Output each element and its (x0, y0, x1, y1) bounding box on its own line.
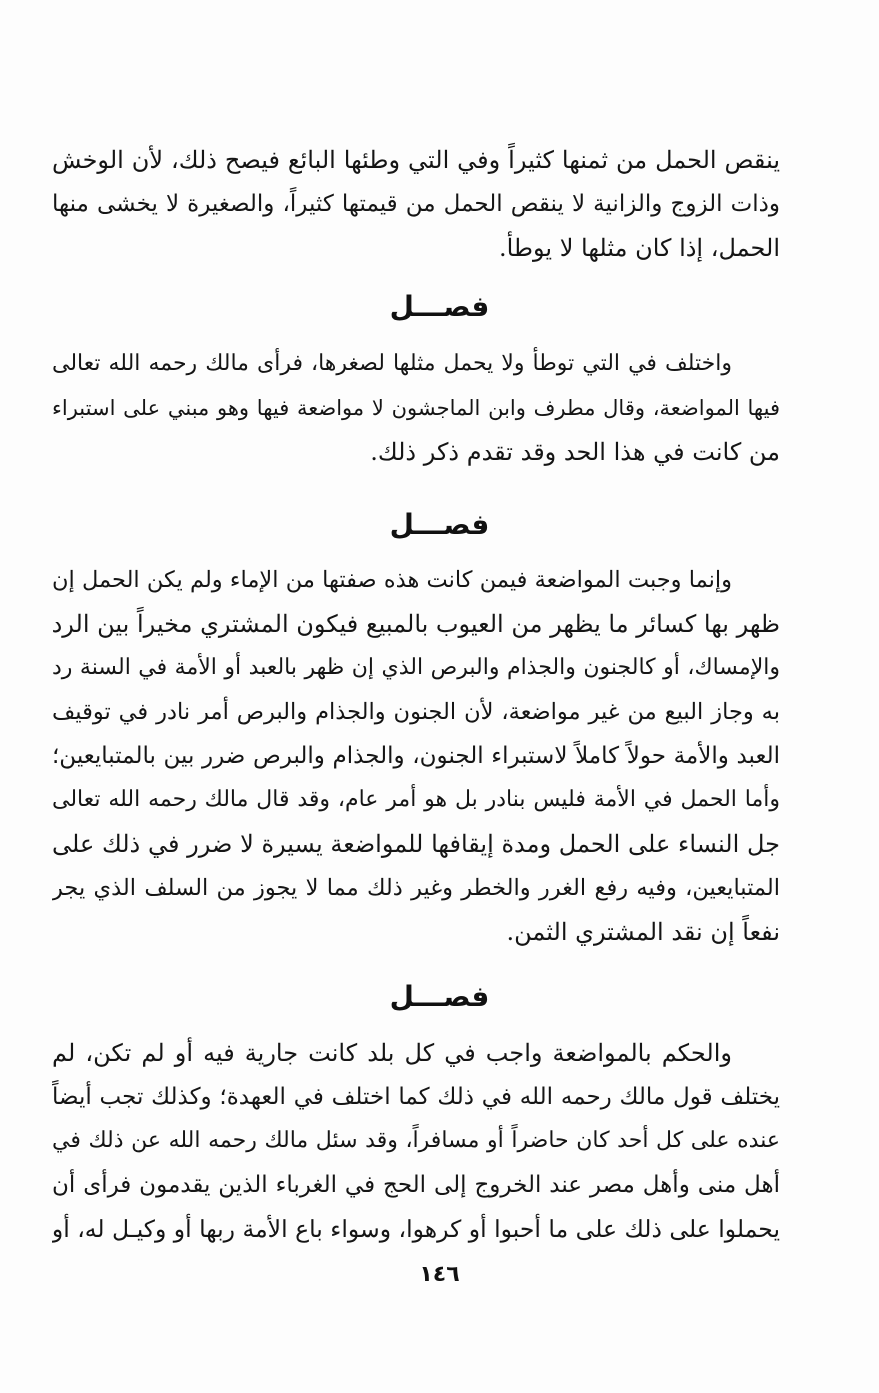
text-line: وأما الحمل في الأمة فليس بنادر بل هو أمر عام، وقد قال مالك رحمه الله تعالى (52, 787, 780, 812)
text-line: العبد والأمة حولاً كاملاً لاستبراء الجنون، والجذام والبرص ضرر بين بالمتبايعين؛ (52, 743, 780, 769)
text-line: واختلف في التي توطأ ولا يحمل مثلها لصغرها، فرأى مالك رحمه الله تعالى (52, 351, 732, 376)
text-line: ظهر بها كسائر ما يظهر من العيوب بالمبيع فيكون المشتري مخيراً بين الرد (52, 610, 780, 638)
text-line: نفعاً إن نقد المشتري الثمن. (506, 918, 780, 946)
text-line: من كانت في هذا الحد وقد تقدم ذكر ذلك. (370, 438, 780, 466)
text-line: الحمل، إذا كان مثلها لا يوطأ. (498, 234, 780, 262)
paragraph (52, 558, 780, 954)
paragraph (52, 1031, 780, 1251)
text-line: وإنما وجبت المواضعة فيمن كانت هذه صفتها من الإماء ولم يكن الحمل إن (52, 567, 732, 593)
text-line: والإمساك، أو كالجنون والجذام والبرص الذي إن ظهر بالعبد أو الأمة في السنة رد (52, 655, 780, 680)
text-line: ينقص الحمل من ثمنها كثيراً وفي التي وطئها البائع فيصح ذلك، لأن الوخش (52, 146, 780, 174)
section-heading: فصـــل (389, 508, 490, 541)
section-heading: فصـــل (389, 290, 490, 323)
text-line: والحكم بالمواضعة واجب في كل بلد كانت جارية فيه أو لم تكن، لم (52, 1039, 732, 1067)
text-line: يحملوا على ذلك على ما أحبوا أو كرهوا، وسواء باع الأمة ربها أو وكيـل له، أو (52, 1215, 780, 1243)
section-heading: فصـــل (389, 980, 490, 1013)
text-line: وذات الزوج والزانية لا ينقص الحمل من قيمتها كثيراً، والصغيرة لا يخشى منها (52, 191, 780, 217)
text-line: فيها المواضعة، وقال مطرف وابن الماجشون لا مواضعة فيها وهو مبني على استبراء (52, 396, 780, 420)
text-line: يختلف قول مالك رحمه الله في ذلك كما اختلف في العهدة؛ وكذلك تجب أيضاً (52, 1084, 780, 1110)
paragraph (52, 342, 780, 474)
text-line: عنده على كل أحد كان حاضراً أو مسافراً، وقد سئل مالك رحمه الله عن ذلك في (52, 1128, 780, 1153)
text-line: جل النساء على الحمل ومدة إيقافها للمواضعة يسيرة لا ضرر في ذلك على (52, 830, 780, 858)
text-line: به وجاز البيع من غير مواضعة، لأن الجنون والجذام والبرص أمر نادر في توقيف (52, 699, 780, 725)
paragraph (52, 138, 780, 270)
text-line: أهل منى وأهل مصر عند الخروج إلى الحج في الغرباء الذين يقدمون فرأى أن (52, 1172, 780, 1198)
page-number: ١٤٦ (419, 1262, 460, 1287)
text-line: المتبايعين، وفيه رفع الغرر والخطر وغير ذلك مما لا يجوز من السلف الذي يجر (52, 875, 780, 901)
